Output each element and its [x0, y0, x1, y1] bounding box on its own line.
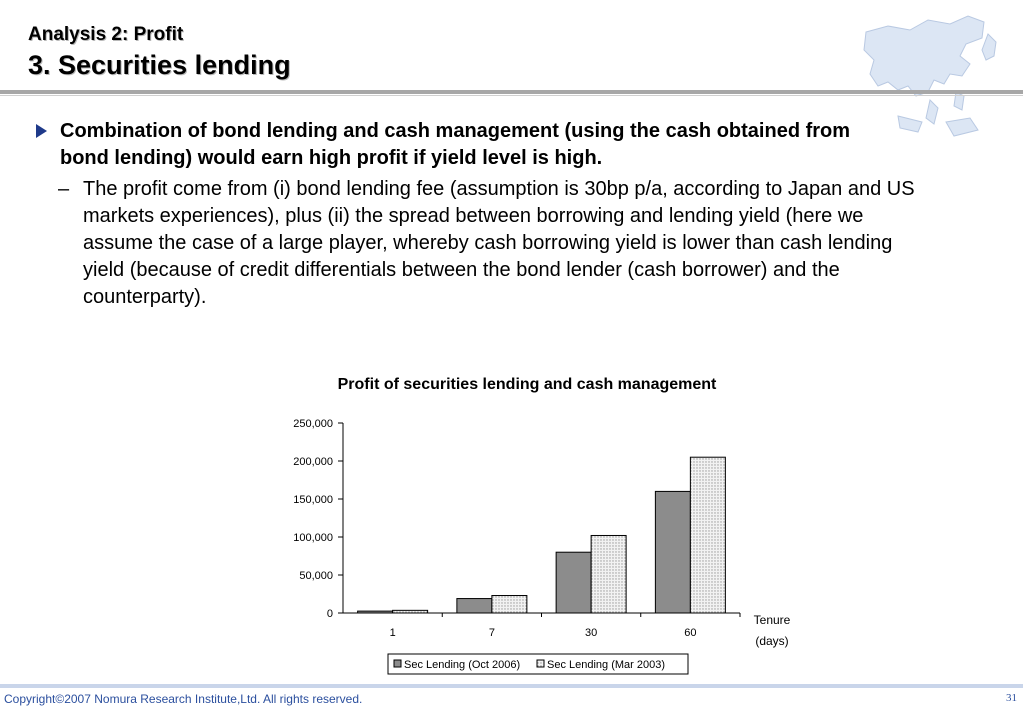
bar-mar-2003-1	[393, 610, 428, 613]
bar-chart	[270, 410, 830, 680]
bullet-triangle-icon	[36, 124, 47, 138]
chart-title: Profit of securities lending and cash management	[337, 376, 717, 393]
y-tick-label: 50,000	[299, 570, 333, 582]
x-tick-label: 1	[389, 627, 396, 639]
bar-mar-2003-30	[591, 535, 626, 613]
bar-oct-2006-60	[655, 491, 690, 613]
x-axis-unit: (days)	[755, 634, 789, 648]
x-tick-label: 7	[488, 627, 495, 639]
y-tick-label: 100,000	[293, 532, 333, 544]
dash-icon: –	[58, 178, 70, 200]
legend-label: Sec Lending (Mar 2003)	[547, 659, 666, 671]
x-tick-label: 30	[585, 627, 598, 639]
slide-header	[0, 0, 1023, 100]
main-bullet-text: Combination of bond lending and cash management (using the cash obtained from bond lending) would earn high profit if yield level is high.	[60, 120, 851, 169]
footer-divider	[0, 684, 1023, 688]
y-tick-label: 200,000	[293, 456, 333, 468]
legend-swatch	[394, 660, 401, 667]
y-tick-label: 250,000	[293, 418, 333, 430]
slide-title: 3. Securities lending	[28, 50, 291, 80]
copyright-text: Copyright©2007 Nomura Research Institute,Ltd. All rights reserved.	[4, 692, 363, 706]
y-tick-label: 0	[326, 608, 333, 620]
y-tick-label: 150,000	[293, 494, 333, 506]
bar-oct-2006-30	[556, 552, 591, 613]
section-label: Analysis 2: Profit	[28, 24, 184, 45]
legend-swatch	[537, 660, 544, 667]
page-number: 31	[1006, 692, 1017, 704]
legend-label: Sec Lending (Oct 2006)	[404, 659, 521, 671]
header-divider-thin	[0, 95, 1023, 96]
bar-oct-2006-1	[358, 611, 393, 613]
header-divider	[0, 90, 1023, 94]
x-axis-label: Tenure	[753, 613, 791, 627]
asia-map-icon	[858, 12, 1008, 152]
bar-mar-2003-60	[690, 457, 725, 613]
bar-oct-2006-7	[457, 599, 492, 613]
x-tick-label: 60	[684, 627, 697, 639]
bar-mar-2003-7	[492, 596, 527, 613]
sub-bullet-text: The profit come from (i) bond lending fee (assumption is 30bp p/a, according to Japan and US markets experiences), plus (ii) the spread between borrowing and lending yield (here we assume the case of a large player, whereby cash borrowing yield is lower than cash lending yield (because of credit differentials between the bond lender (cash borrower) and the counterparty).	[83, 178, 915, 308]
